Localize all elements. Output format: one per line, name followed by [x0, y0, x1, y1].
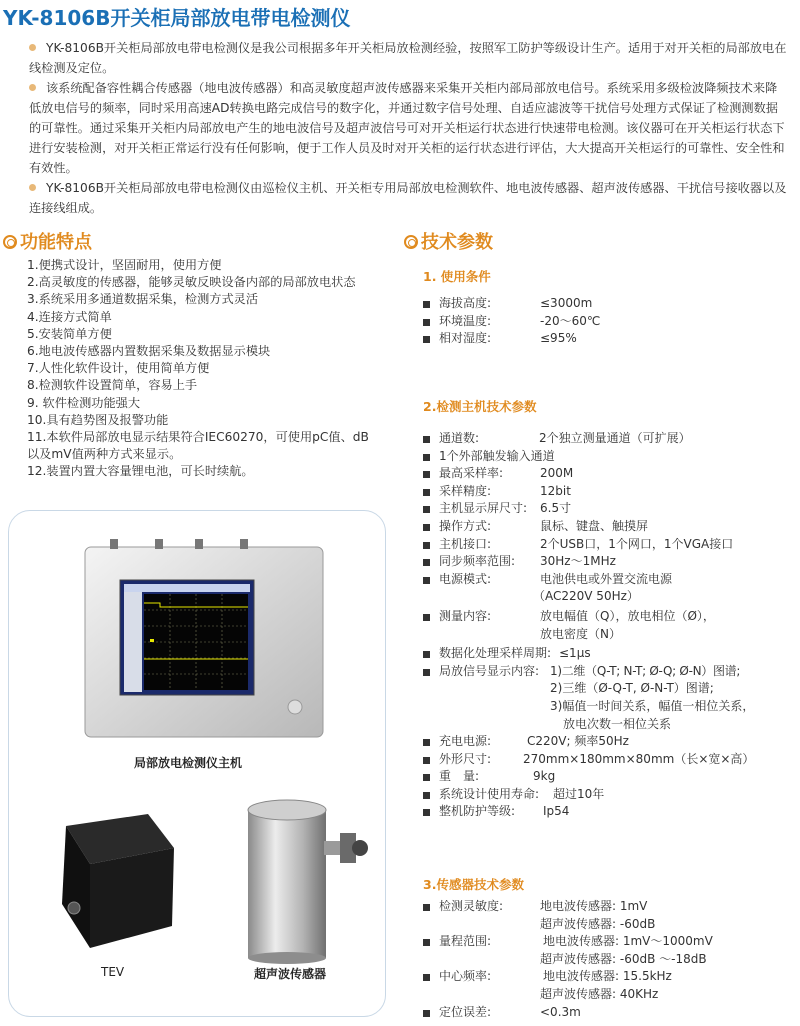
square-bullet-icon: [423, 669, 430, 676]
square-bullet-icon: [423, 939, 430, 946]
param-key: 海拔高度:: [439, 296, 492, 310]
param-row: [423, 313, 798, 331]
intro-text-2: 该系统配备容性耦合传感器（地电波传感器）和高灵敏度超声波传感器来采集开关柜内部局部放电信号。系统采用多级检波降频技术来降低放电信号的频率，同时采用高速AD转换电路完成信号的数字化，并通过数字信号处理、自适应滤波等干扰信号处理方式保证了检测测数据的可靠性。通过采集开关柜内局部放电产生的地电波信号及超声波信号可对开关柜运行状态进行快速带电检测。该仪器可在开关柜运行状态下进行安装检测，对开关柜正常运行没有任何影响，便于工作人员及时对开关柜的运行状态进行评估，大大提高开关柜运行的可靠性、安全性和有效性。: [29, 81, 785, 175]
param-row: [423, 518, 798, 536]
param-value: ≤3000m: [540, 296, 593, 310]
square-bullet-icon: [423, 336, 430, 343]
param-row-continued: [423, 716, 798, 734]
param-value: 电池供电或外置交流电源: [540, 571, 673, 586]
param-value: <0.3m: [540, 1004, 581, 1019]
param-row: [423, 898, 798, 916]
param-value: 12bit: [540, 483, 571, 498]
intro-text-1: YK-8106B开关柜局部放电带电检测仪是我公司根据多年开关柜局放检测经验，按照军工防护等级设计生产。适用于对开关柜的局部放电在线检测及定位。: [29, 41, 787, 75]
square-bullet-icon: [423, 757, 430, 764]
feature-item: 3.系统采用多通道数据采集，检测方式灵活: [27, 292, 259, 307]
param-row: [423, 786, 798, 804]
param-value: 6.5寸: [540, 501, 572, 516]
intro-text-3: YK-8106B开关柜局部放电带电检测仪由巡检仪主机、开关柜专用局部放电检测软件、地电波传感器、超声波传感器、干扰信号接收器以及连接线组成。: [29, 181, 787, 215]
feature-item: 9. 软件检测功能强大: [27, 395, 141, 410]
param-key: 同步频率范围:: [439, 554, 516, 569]
section-sensor-title: 3.传感器技术参数: [423, 877, 524, 892]
param-key: 量程范围:: [439, 934, 492, 949]
square-bullet-icon: [423, 651, 430, 658]
param-key: 电源模式:: [439, 571, 492, 586]
params-heading-text: 技术参数: [421, 232, 493, 253]
param-key: 操作方式:: [439, 518, 492, 533]
square-bullet-icon: [423, 319, 430, 326]
param-key: 整机防护等级:: [439, 804, 516, 819]
param-row-continued: [423, 951, 798, 969]
tev-sensor-image: [44, 808, 184, 958]
square-bullet-icon: [423, 974, 430, 981]
intro-paragraph: [29, 178, 787, 218]
params-heading: [404, 228, 493, 254]
square-bullet-icon: [423, 614, 430, 621]
param-value: 超过10年: [553, 786, 605, 801]
square-bullet-icon: [423, 1010, 430, 1017]
ultrasonic-sensor-image: [236, 795, 376, 965]
param-value: 鼠标、键盘、触摸屏: [540, 518, 649, 533]
square-bullet-icon: [423, 506, 430, 513]
section-host-title: 2.检测主机技术参数: [423, 399, 537, 414]
param-value: 30Hz～1MHz: [540, 554, 616, 569]
host-device-image: [80, 535, 330, 745]
feature-item: 4.连接方式简单: [27, 309, 112, 324]
param-key: 定位误差:: [439, 1004, 492, 1019]
square-bullet-icon: [423, 471, 430, 478]
param-value: 地电波传感器: 1mV: [540, 899, 648, 913]
double-circle-icon: [3, 235, 17, 249]
param-key: 环境温度:: [439, 313, 492, 328]
param-key: 主机接口:: [439, 536, 492, 551]
param-value: 3)幅值一时间关系，幅值一相位关系，: [550, 698, 755, 713]
intro-paragraph: [29, 38, 787, 78]
param-row-continued: [423, 916, 798, 934]
param-row: [423, 733, 798, 751]
param-row: [423, 553, 798, 571]
param-row: [423, 768, 798, 786]
feature-item: 12.装置内置大容量锂电池，可长时续航。: [27, 464, 254, 479]
square-bullet-icon: [423, 809, 430, 816]
param-value: 200M: [540, 466, 574, 481]
param-value: 超声波传感器: -60dB: [540, 916, 656, 931]
param-key: 充电电源:: [439, 734, 492, 749]
param-value: 超声波传感器: 40KHz: [540, 986, 659, 1001]
param-row: [423, 465, 798, 483]
section-conditions-title: 1. 使用条件: [423, 269, 491, 284]
features-heading: [3, 228, 92, 254]
param-key: 采样精度:: [439, 483, 492, 498]
param-row-continued: [423, 698, 798, 716]
square-bullet-icon: [423, 739, 430, 746]
features-heading-text: 功能特点: [20, 232, 92, 253]
param-row: [423, 295, 798, 313]
host-params-list: [423, 430, 798, 821]
param-value: -20～60℃: [540, 313, 601, 328]
param-row: [423, 663, 798, 681]
param-key: 数据化处理采样周期:: [439, 646, 552, 661]
tev-caption: TEV: [101, 965, 125, 979]
param-row: [423, 645, 798, 663]
param-key: 局放信号显示内容:: [439, 663, 540, 678]
param-key: 检测灵敏度:: [439, 899, 504, 913]
bullet-dot-icon: [29, 44, 36, 51]
param-value: 1)二维（Q-T; N-T; Ø-Q; Ø-N）图谱;: [550, 663, 741, 678]
param-key: 重 量:: [439, 769, 480, 784]
square-bullet-icon: [423, 301, 430, 308]
feature-item: 7.人性化软件设计，使用简单方便: [27, 361, 210, 376]
param-row: [423, 430, 798, 448]
param-row: [423, 571, 798, 589]
bullet-dot-icon: [29, 84, 36, 91]
param-key: 最高采样率:: [439, 466, 504, 481]
square-bullet-icon: [423, 542, 430, 549]
param-key: 主机显示屏尺寸:: [439, 501, 528, 516]
square-bullet-icon: [423, 792, 430, 799]
feature-item: 11.本软件局部放电显示结果符合IEC60270，可使用pC值、dB以及mV值两种方式来显示。: [27, 430, 369, 462]
param-row: [423, 536, 798, 554]
param-value: 地电波传感器: 15.5kHz: [543, 969, 672, 984]
param-row-continued: [423, 588, 798, 606]
param-row: [423, 330, 798, 348]
param-row: [423, 751, 798, 769]
param-value: 地电波传感器: 1mV～1000mV: [543, 934, 713, 949]
param-value: 9kg: [533, 769, 556, 784]
host-caption: 局部放电检测仪主机: [134, 756, 243, 770]
param-value: C220V; 频率50Hz: [527, 734, 629, 749]
param-row-continued: [423, 986, 798, 1004]
intro-paragraph: [29, 78, 787, 178]
param-key: 系统设计使用寿命:: [439, 786, 540, 801]
param-value: 超声波传感器: -60dB ～-18dB: [540, 951, 707, 966]
param-row: [423, 500, 798, 518]
feature-item: 1.便携式设计，坚固耐用，使用方便: [27, 258, 222, 272]
param-value: ≤95%: [540, 331, 577, 346]
param-row-continued: [423, 626, 798, 644]
page-title: YK-8106B开关柜局部放电带电检测仪: [3, 6, 351, 30]
param-row-continued: [423, 680, 798, 698]
double-circle-icon: [404, 235, 418, 249]
square-bullet-icon: [423, 559, 430, 566]
param-row: [423, 483, 798, 501]
param-key: 外形尺寸:: [439, 751, 492, 766]
param-key: 通道数:: [439, 431, 480, 445]
ultrasonic-caption: 超声波传感器: [254, 967, 327, 981]
square-bullet-icon: [423, 577, 430, 584]
features-list: [27, 257, 387, 481]
param-value: 2个USB口，1个网口，1个VGA接口: [540, 536, 734, 551]
param-value: ≤1μs: [559, 646, 591, 661]
square-bullet-icon: [423, 904, 430, 911]
param-row: [423, 448, 798, 466]
param-value: 2个独立测量通道（可扩展）: [539, 431, 691, 445]
square-bullet-icon: [423, 774, 430, 781]
param-value: 放电密度（N）: [540, 626, 621, 641]
intro-text: [29, 38, 787, 218]
param-value: Ip54: [543, 804, 570, 819]
param-key: 1个外部触发输入通道: [439, 448, 555, 463]
square-bullet-icon: [423, 489, 430, 496]
param-row: [423, 803, 798, 821]
feature-item: 10.具有趋势图及报警功能: [27, 412, 169, 427]
param-value: 270mm×180mm×80mm（长×宽×高）: [523, 751, 755, 766]
square-bullet-icon: [423, 524, 430, 531]
feature-item: 6.地电波传感器内置数据采集及数据显示模块: [27, 344, 271, 359]
square-bullet-icon: [423, 436, 430, 443]
sensor-params-list: [423, 898, 798, 1021]
param-value: 2)三维（Ø-Q-T, Ø-N-T）图谱;: [550, 681, 714, 696]
conditions-list: [423, 295, 798, 348]
feature-item: 5.安装简单方便: [27, 326, 112, 341]
param-key: 中心频率:: [439, 969, 492, 984]
param-value: 放电次数一相位关系: [563, 716, 672, 731]
feature-item: 8.检测软件设置简单，容易上手: [27, 378, 198, 393]
param-row: [423, 933, 798, 951]
param-row: [423, 608, 798, 626]
param-key: 测量内容:: [439, 608, 492, 623]
feature-item: 2.高灵敏度的传感器，能够灵敏反映设备内部的局部放电状态: [27, 275, 356, 290]
param-row: [423, 1004, 798, 1022]
param-key: 相对湿度:: [439, 331, 492, 346]
param-value: （AC220V 50Hz）: [533, 589, 639, 604]
param-value: 放电幅值（Q），放电相位（Ø），: [540, 608, 715, 623]
param-row: [423, 968, 798, 986]
square-bullet-icon: [423, 454, 430, 461]
bullet-dot-icon: [29, 184, 36, 191]
